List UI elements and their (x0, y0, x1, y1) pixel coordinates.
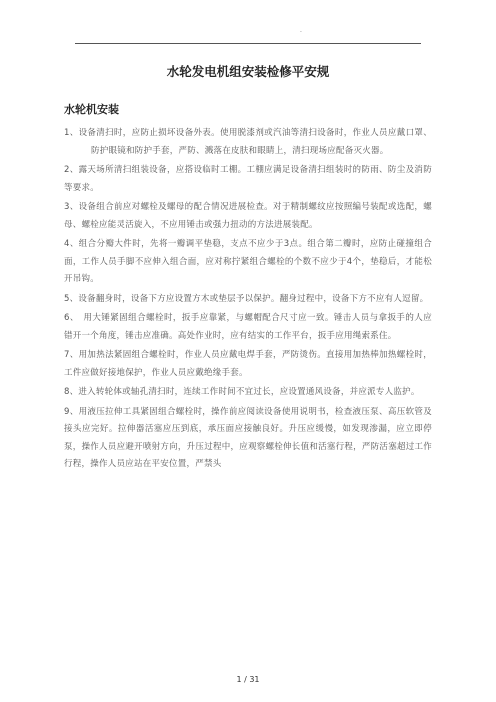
paragraph-9: 9、用液压拉伸工具紧固组合螺栓时，操作前应阅读设备使用说明书，检查液压泵、高压软管及接头应完好。拉伸器活塞应压到底，承压面应接触良好。升压应缓慢，如发现渗漏，应立即停泵，操作人员应避开喷射方向，升压过程中，应观察螺栓伸长值和活塞行程，严防活塞超过工作行程，操作人员应站在平安位置，严禁头 (64, 406, 432, 469)
paragraph-1: 1、设备清扫时，应防止损坏设备外表。使用脱漆剂或汽油等清扫设备时，作业人员应戴口罩、防护眼镜和防护手套，严防、溅落在皮肤和眼睛上，清扫现场应配备灭火器。 (64, 128, 432, 156)
page-number: 1 / 31 (236, 675, 260, 684)
paragraph-5: 5、设备翻身时，设备下方应设置方木或垫层予以保护。翻身过程中，设备下方不应有人逗留。 (64, 293, 429, 304)
document-title: 水轮发电机组安装检修平安规 (166, 64, 330, 79)
header-mark: . (300, 27, 302, 34)
paragraph-7: 7、用加热法紧固组合螺栓时，作业人员应戴电焊手套，严防烫伤。直接用加热棒加热螺栓时，工件应做好接地保护，作业人员应戴绝缘手套。 (64, 350, 432, 378)
paragraph-3: 3、设备组合前应对螺栓及螺母的配合情况进展检查。对于精制螺纹应按照编号装配或选配，螺母、螺栓应能灵活旋入，不应用锤击或强力扭动的方法进展装配。 (64, 202, 432, 230)
header-rule (75, 43, 421, 44)
document-body (64, 125, 432, 474)
paragraph-2: 2、露天场所清扫组装设备，应搭设临时工棚。工棚应满足设备清扫组装时的防雨、防尘及消防等要求。 (64, 165, 432, 193)
paragraph-8: 8、进入转轮体或轴孔清扫时，连续工作时间不宜过长，应设置通风设备，并应派专人监护。 (64, 387, 420, 397)
paragraph-6: 6、 用大锤紧固组合螺栓时，扳手应靠紧，与螺帽配合尺寸应一致。锤击人员与拿扳手的人应错开一个角度，锤击应准确。高处作业时，应有结实的工作平台，扳手应用绳索系住。 (64, 313, 432, 341)
paragraph-4: 4、组合分瓣大件时，先将一瓣调平垫稳，支点不应少于3点。组合第二瓣时，应防止碰撞组合面，工作人员手脚不应伸入组合面，应对称拧紧组合螺栓的个数不应少于4个，垫稳后，才能松开吊钩。 (64, 239, 432, 284)
section-heading: 水轮机安装 (64, 103, 119, 116)
